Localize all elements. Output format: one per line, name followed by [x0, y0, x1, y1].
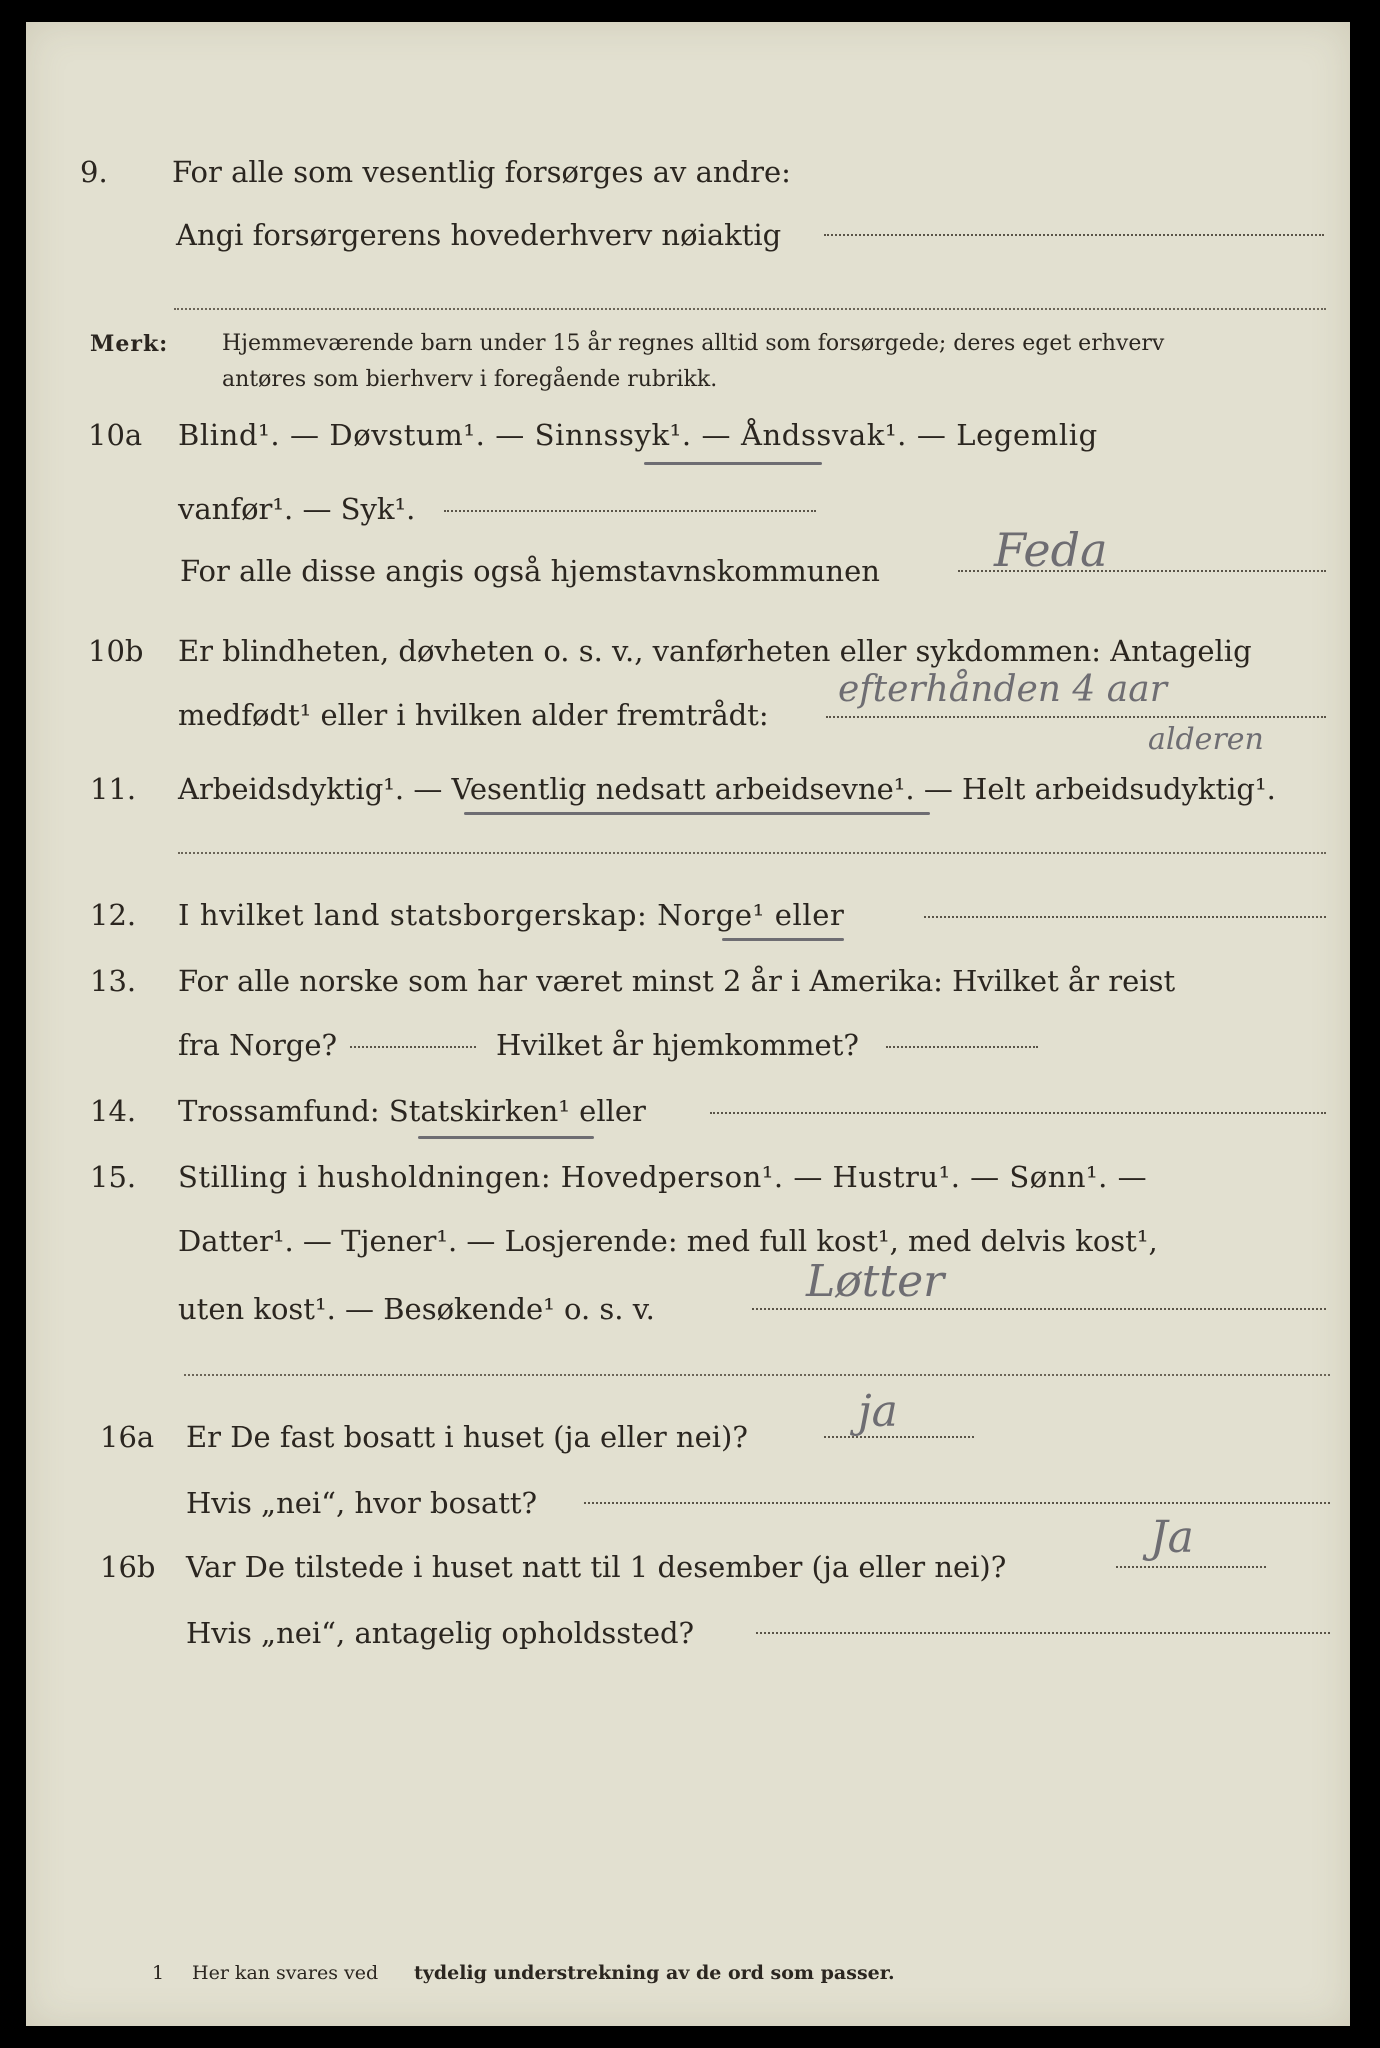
merk-text-2: antøres som bierhverv i foregående rubrikk.	[222, 367, 718, 392]
q10a-options: Blind¹. — Døvstum¹. — Sinnssyk¹. — Åndssvak¹. — Legemlig	[178, 418, 1098, 452]
q15-line-2	[26, 1216, 1350, 1266]
syk-answer-field[interactable]	[444, 510, 816, 512]
q14-line-1	[26, 1086, 1350, 1136]
q13-line-2	[26, 1020, 1350, 1070]
q16a-line-1	[26, 1412, 1350, 1462]
q15-answer-line-2[interactable]	[184, 1374, 1330, 1376]
merk-line-2	[26, 362, 1350, 398]
q9-line-1	[26, 147, 1350, 197]
q9-answer-line-2[interactable]	[174, 308, 1326, 310]
q12-line-1	[26, 890, 1350, 940]
household-position-field[interactable]	[752, 1308, 1326, 1310]
merk-label: Merk:	[90, 331, 169, 357]
emigrated-year-field[interactable]	[350, 1046, 476, 1048]
q9-question: For alle som vesentlig forsørges av andre:	[172, 155, 791, 189]
onset-handwritten-answer-2: alderen	[1148, 722, 1264, 757]
q14-number: 14.	[90, 1094, 137, 1128]
q15-line-1	[26, 1152, 1350, 1202]
q13-question: For alle norske som har været minst 2 år i Amerika: Hvilket år reist	[178, 964, 1176, 998]
resident-handwritten-answer: ja	[858, 1386, 898, 1437]
present-answer-field[interactable]	[1116, 1566, 1266, 1568]
present-handwritten-answer: Ja	[1150, 1512, 1194, 1563]
norge-underline	[722, 938, 844, 941]
footnote-mark: 1	[152, 1962, 165, 1984]
q10a-line-2	[26, 484, 1350, 534]
q16b-number: 16b	[100, 1550, 156, 1584]
q15-options-1: Stilling i husholdningen: Hovedperson¹. — Hustru¹. — Sønn¹. —	[178, 1160, 1148, 1194]
q13-emigrated-label: fra Norge?	[178, 1028, 338, 1062]
q10a-number: 10a	[88, 418, 143, 452]
religion-answer-field[interactable]	[710, 1112, 1326, 1114]
q11-number: 11.	[90, 772, 137, 806]
onset-handwritten-answer: efterhånden 4 aar	[838, 669, 1167, 710]
household-handwritten-answer: Løtter	[806, 1256, 945, 1307]
citizenship-answer-field[interactable]	[924, 916, 1326, 918]
q16a-where-label: Hvis „nei“, hvor bosatt?	[186, 1486, 538, 1520]
residence-answer-field[interactable]	[584, 1502, 1330, 1504]
q15-number: 15.	[90, 1160, 137, 1194]
q10a-hometown-label: For alle disse angis også hjemstavnskommunen	[180, 554, 880, 588]
q9-number: 9.	[80, 155, 108, 189]
q10a-line-1	[26, 410, 1350, 460]
q13-line-1	[26, 956, 1350, 1006]
q10b-onset-label: medfødt¹ eller i hvilken alder fremtrådt:	[178, 698, 769, 732]
q10a-options-2: vanfør¹. — Syk¹.	[178, 492, 416, 526]
q10b-question: Er blindheten, døvheten o. s. v., vanførheten eller sykdommen: Antagelig	[178, 634, 1252, 668]
merk-text-1: Hjemmeværende barn under 15 år regnes alltid som forsørgede; deres eget erhverv	[222, 331, 1165, 356]
q16a-number: 16a	[100, 1420, 155, 1454]
footnote	[26, 1958, 1350, 1988]
footnote-text-a: Her kan svares ved	[192, 1962, 379, 1984]
q10b-number: 10b	[88, 634, 144, 668]
census-form-page	[26, 22, 1350, 2026]
q13-number: 13.	[90, 964, 137, 998]
hometown-handwritten-answer: Feda	[994, 523, 1108, 577]
q16b-whereabouts-label: Hvis „nei“, antagelig opholdssted?	[186, 1616, 695, 1650]
q15-options-2: Datter¹. — Tjener¹. — Losjerende: med full kost¹, med delvis kost¹,	[178, 1224, 1158, 1258]
resident-answer-field[interactable]	[824, 1436, 974, 1438]
q16b-question: Var De tilstede i huset natt til 1 desember (ja eller nei)?	[186, 1550, 1007, 1584]
onset-answer-field[interactable]	[826, 716, 1326, 718]
q12-number: 12.	[90, 898, 137, 932]
merk-line-1	[26, 326, 1350, 362]
q14-question: Trossamfund: Statskirken¹ eller	[178, 1094, 646, 1128]
q11-answer-line[interactable]	[178, 852, 1326, 854]
q12-question: I hvilket land statsborgerskap: Norge¹ eller	[178, 898, 845, 932]
q15-options-3: uten kost¹. — Besøkende¹ o. s. v.	[178, 1292, 655, 1326]
q11-options: Arbeidsdyktig¹. — Vesentlig nedsatt arbeidsevne¹. — Helt arbeidsudyktig¹.	[178, 772, 1276, 806]
q13-returned-label: Hvilket år hjemkommet?	[496, 1028, 859, 1062]
q9-instruction: Angi forsørgerens hovederhverv nøiaktig	[176, 218, 782, 252]
q16a-question: Er De fast bosatt i huset (ja eller nei)?	[186, 1420, 748, 1454]
nedsatt-arbeidsevne-underline	[464, 812, 930, 815]
whereabouts-answer-field[interactable]	[756, 1632, 1330, 1634]
statskirken-underline	[418, 1136, 594, 1139]
q9-answer-field[interactable]	[824, 234, 1324, 236]
footnote-text-b: tydelig understrekning av de ord som passer.	[414, 1962, 895, 1984]
returned-year-field[interactable]	[886, 1046, 1038, 1048]
sinnssyk-underline	[644, 462, 822, 465]
q11-line-1	[26, 764, 1350, 814]
